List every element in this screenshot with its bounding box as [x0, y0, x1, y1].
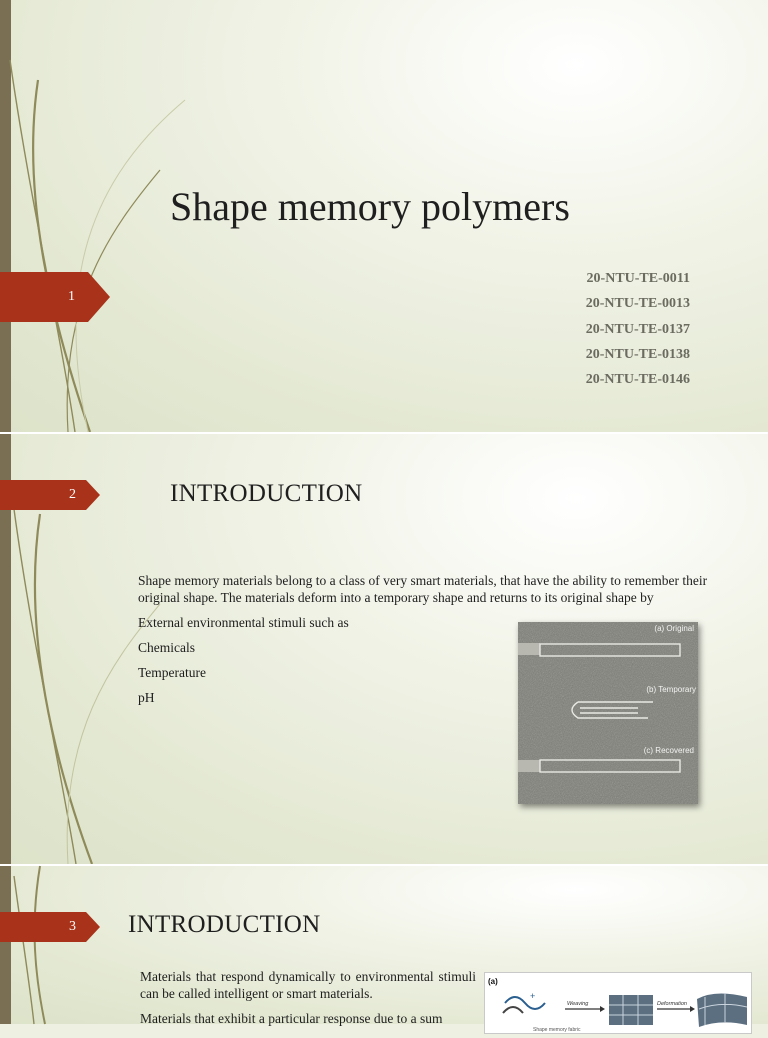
student-id: 20-NTU-TE-0013: [585, 296, 690, 312]
student-id: 20-NTU-TE-0137: [585, 321, 690, 337]
slide-number: 2: [69, 487, 76, 502]
student-id-list: [586, 266, 690, 392]
student-id: 20-NTU-TE-0138: [585, 346, 690, 362]
svg-text:+: +: [530, 991, 536, 1001]
slide-1: [0, 0, 768, 432]
slide-heading: INTRODUCTION: [128, 911, 321, 938]
slide-number-tab: [0, 480, 102, 510]
bullet-item: Materials that exhibit a particular response due to a sum: [140, 1011, 443, 1026]
bullet-item: External environmental stimuli such as: [138, 615, 349, 630]
bullet-item: Materials that respond dynamically to environmental stimuli can be called intelligent or smart materials.: [140, 969, 476, 1001]
figure-label: (a): [488, 977, 498, 986]
slide-number: 1: [68, 289, 75, 304]
smart-fabric-figure: [484, 972, 752, 1034]
figure-label: Shape memory fabric: [533, 1027, 581, 1033]
slide-3: [0, 866, 768, 1033]
bullet-item: Shape memory materials belong to a class of very smart materials, that have the ability to remember their original shape. The materials deform into a temporary shape and returns to its original shape by: [138, 573, 708, 605]
figure-label: (a) Original: [654, 624, 694, 633]
bullet-item: Chemicals: [138, 640, 195, 655]
slide-number-tab: [0, 912, 102, 942]
figure-label: (b) Temporary: [646, 685, 696, 694]
slide-number-tab: [0, 272, 112, 322]
student-id: 20-NTU-TE-0011: [586, 271, 690, 286]
figure-label: Weaving: [567, 1001, 589, 1007]
bullet-list: [118, 968, 476, 1027]
slide-number: 3: [69, 919, 76, 934]
decorative-swirl: [0, 866, 120, 1024]
student-id: 20-NTU-TE-0146: [585, 372, 690, 388]
bullet-item: Temperature: [138, 665, 207, 680]
slide-heading: INTRODUCTION: [170, 480, 363, 507]
figure-label: Deformation: [657, 1001, 687, 1007]
presentation-title: Shape memory polymers: [170, 184, 570, 229]
slide-2: [0, 434, 768, 864]
bullet-item: pH: [138, 690, 155, 705]
figure-label: (c) Recovered: [643, 746, 694, 755]
shape-memory-sample-photo: [518, 622, 698, 804]
